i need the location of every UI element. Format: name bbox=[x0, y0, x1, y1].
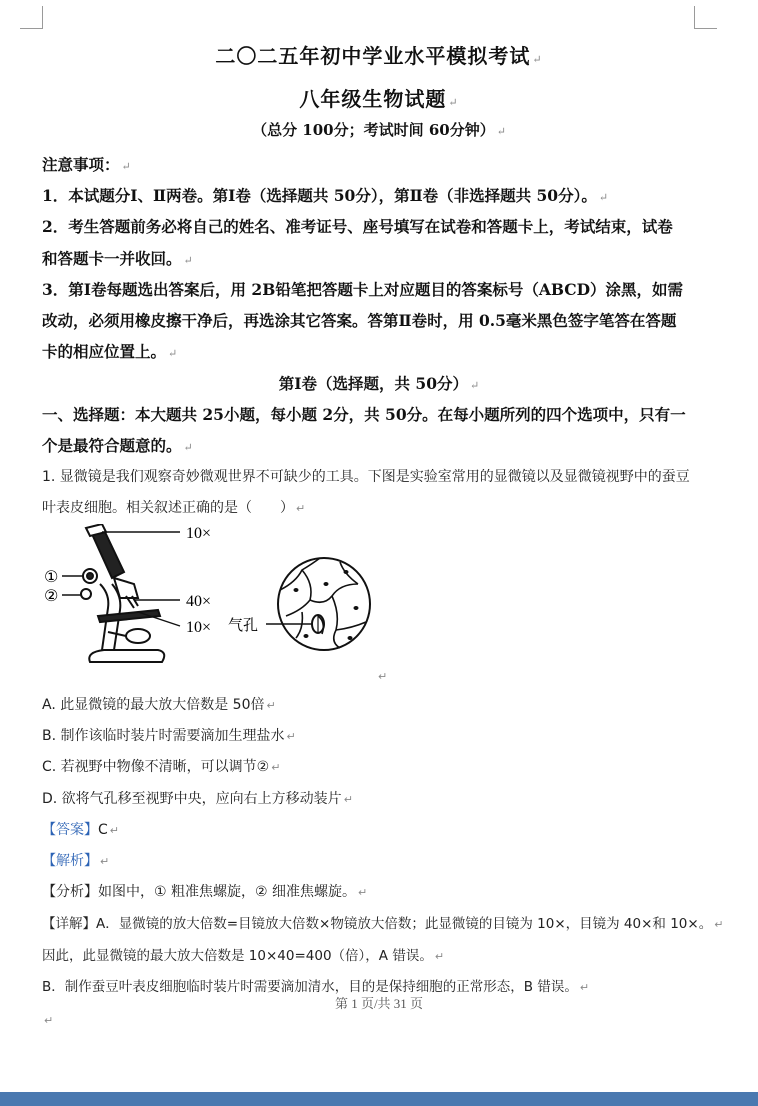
crop-mark-top-right bbox=[694, 6, 717, 29]
notice-item-3-line-2: 改动，必须用橡皮擦干净后，再选涂其它答案。答第Ⅱ卷时，用 0.5毫米黑色签字笔答在答题 bbox=[42, 311, 677, 330]
notice-item-3-line-1: 3．第Ⅰ卷每题选出答案后，用 2B铅笔把答题卡上对应题目的答案标号（ABCD）涂黑，如需 bbox=[42, 280, 684, 299]
objective-high-label: 40× bbox=[186, 593, 212, 610]
end-paragraph-mark: ↵ bbox=[44, 1014, 54, 1027]
score-info: （总分 100分；考试时间 60分钟） ↵ bbox=[252, 121, 506, 139]
answer-label: 【答案】 bbox=[42, 822, 98, 838]
section-intro-line-1: 一、选择题：本大题共 25小题，每小题 2分，共 50分。在每小题所列的四个选项中，只有一 bbox=[42, 405, 686, 424]
part-1-label: ① bbox=[44, 567, 59, 586]
field-of-view bbox=[278, 558, 370, 650]
answer-value: C bbox=[98, 822, 108, 838]
analysis-line: 【分析】如图中，① 粗准焦螺旋，② 细准焦螺旋。 ↵ bbox=[42, 884, 368, 900]
option-d: D. 欲将气孔移至视野中央，应向右上方移动装片 ↵ bbox=[42, 791, 353, 807]
exam-subtitle: 八年级生物试题 ↵ bbox=[299, 87, 459, 111]
objective-low-label: 10× bbox=[186, 619, 212, 636]
cell-nuclei bbox=[294, 570, 359, 640]
figure-leader-lines bbox=[62, 532, 180, 626]
detail-line-2: 因此，此显微镜的最大放大倍数是 10×40=400（倍），A 错误。 ↵ bbox=[42, 948, 445, 964]
microscope-drawing bbox=[81, 524, 164, 662]
detail-line-1: 【详解】A．显微镜的放大倍数=目镜放大倍数×物镜放大倍数；此显微镜的目镜为 10×，目镜为 40×和 10×。 ↵ bbox=[42, 916, 724, 932]
answer-line: 【答案】C ↵ bbox=[42, 822, 119, 838]
option-a: A. 此显微镜的最大放大倍数是 50倍 ↵ bbox=[42, 697, 276, 713]
question-1-stem-line-1: 1. 显微镜是我们观察奇妙微观世界不可缺少的工具。下图是实验室常用的显微镜以及显微镜视野中的蚕豆 bbox=[42, 469, 690, 485]
eyepiece-label: 10× bbox=[186, 525, 212, 542]
section-heading: 第Ⅰ卷（选择题，共 50分） ↵ bbox=[278, 374, 480, 393]
detail-line-3: B．制作蚕豆叶表皮细胞临时装片时需要滴加清水，目的是保持细胞的正常形态，B 错误。 ↵ bbox=[42, 979, 590, 995]
page-footer: 第 1 页/共 31 页 bbox=[334, 996, 424, 1011]
section-intro-line-2: 个是最符合题意的。 ↵ bbox=[42, 436, 193, 455]
crop-mark-top-left bbox=[20, 6, 43, 29]
notice-item-3-line-3: 卡的相应位置上。 ↵ bbox=[42, 342, 178, 361]
option-b: B. 制作该临时装片时需要滴加生理盐水 ↵ bbox=[42, 728, 296, 744]
microscope-figure bbox=[40, 524, 390, 684]
option-c: C. 若视野中物像不清晰，可以调节② ↵ bbox=[42, 759, 281, 775]
notice-item-2-line-2: 和答题卡一并收回。 ↵ bbox=[42, 249, 193, 268]
notice-item-2-line-1: 2．考生答题前务必将自己的姓名、准考证号、座号填写在试卷和答题卡上，考试结束，试卷 bbox=[42, 217, 673, 236]
notice-item-1: 1．本试题分Ⅰ、Ⅱ两卷。第Ⅰ卷（选择题共 50分），第Ⅱ卷（非选择题共 50分）。 ↵ bbox=[42, 186, 609, 205]
exam-title: 二〇二五年初中学业水平模拟考试 ↵ bbox=[215, 44, 543, 68]
notice-heading: 注意事项： ↵ bbox=[42, 155, 131, 174]
analysis-label-line: 【解析】 ↵ bbox=[42, 853, 110, 869]
part-2-label: ② bbox=[44, 586, 59, 605]
stoma-label: 气孔 bbox=[228, 616, 259, 634]
figure-paragraph-mark: ↵ bbox=[378, 670, 388, 683]
question-1-stem-line-2: 叶表皮细胞。相关叙述正确的是（ ） ↵ bbox=[42, 500, 306, 516]
window-bottom-bar bbox=[0, 1092, 758, 1106]
